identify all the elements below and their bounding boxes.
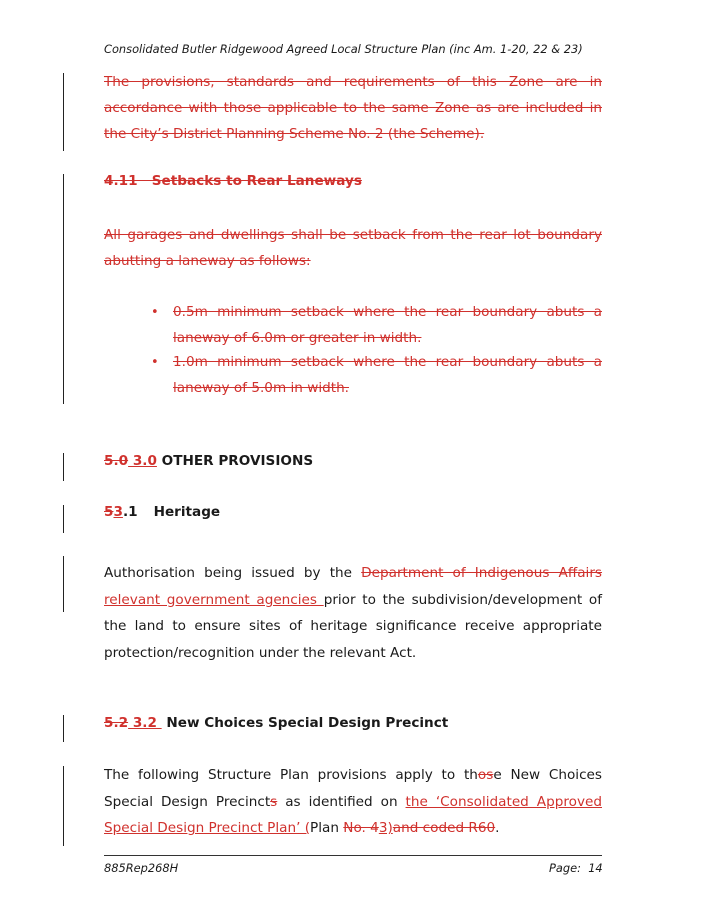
setback-intro-paragraph: All garages and dwellings shall be setback from the rear lot boundary abutting a laneway as follows: [104,227,602,269]
zone-provisions-paragraph: The provisions, standards and requirements of this Zone are in accordance with those applicable to the same Zone as are included in the City’s District Planning Scheme No. 2 (the Scheme). [104,74,602,142]
section-title: New Choices Special Design Precinct [161,715,449,731]
deleted-section-number: 5.0 [104,453,129,469]
footer-divider [104,855,602,856]
inserted-section-number: 3 [113,504,123,520]
text-run: The following Structure Plan provisions apply to th [104,767,478,783]
change-bar [63,73,64,151]
page-number [549,861,603,875]
change-bar [63,556,64,612]
section-number-suffix: .1 [122,504,138,520]
text-run: Authorisation being issued by the [104,565,362,581]
text-run: as identified on [277,793,406,810]
deleted-section-number: 5 [104,504,114,520]
bullet-icon: • [151,305,159,320]
change-bar [63,453,64,481]
bullet-icon: • [151,355,159,370]
deleted-text: and coded R60 [392,820,496,836]
text-run: prior to the subdivision/development of the land to ensure sites of heritage significance receive appropriate protection/recognition under the relevant Act. [104,591,602,661]
text-run: e New Choices Special Design Precinct [104,767,602,810]
section-3-heading [104,453,313,469]
design-precinct-paragraph [104,762,602,842]
heritage-paragraph [104,560,602,666]
deleted-section-number: 5.2 [104,715,129,731]
deleted-text: os [477,767,494,783]
section-title: Heritage [153,504,221,520]
inserted-text: the ‘Consolidated Approved Special Design Precinct Plan’ ( [104,793,602,836]
section-title: OTHER PROVISIONS [156,453,314,469]
bullet-item: 0.5m minimum setback where the rear boundary abuts a laneway of 6.0m or greater in width. [173,304,602,346]
deleted-text: s [270,793,278,810]
change-bar [63,174,64,404]
change-bar [63,766,64,846]
inserted-text: relevant government agencies [104,591,324,608]
deleted-text: No. 4 [343,820,379,836]
text-run: Plan [310,820,344,836]
document-reference: 885Rep268H [104,861,179,875]
page-num-value: 14 [588,861,603,875]
page-label: Page: [549,861,581,875]
change-bar [63,505,64,533]
section-3-2-heading [104,715,448,731]
change-bar [63,715,64,742]
text-run: . [495,820,500,836]
inserted-section-number: 3.2 [128,715,162,731]
page-header: Consolidated Butler Ridgewood Agreed Local Structure Plan (inc Am. 1-20, 22 & 23) [104,42,583,56]
deleted-text: Department of Indigenous Affairs [361,565,603,581]
section-3-1-heading [104,504,220,520]
inserted-section-number: 3.0 [128,453,157,469]
inserted-text: 3) [378,820,393,836]
section-4-11-heading: 4.11 Setbacks to Rear Laneways [104,173,362,189]
bullet-item: 1.0m minimum setback where the rear boundary abuts a laneway of 5.0m in width. [173,354,602,396]
